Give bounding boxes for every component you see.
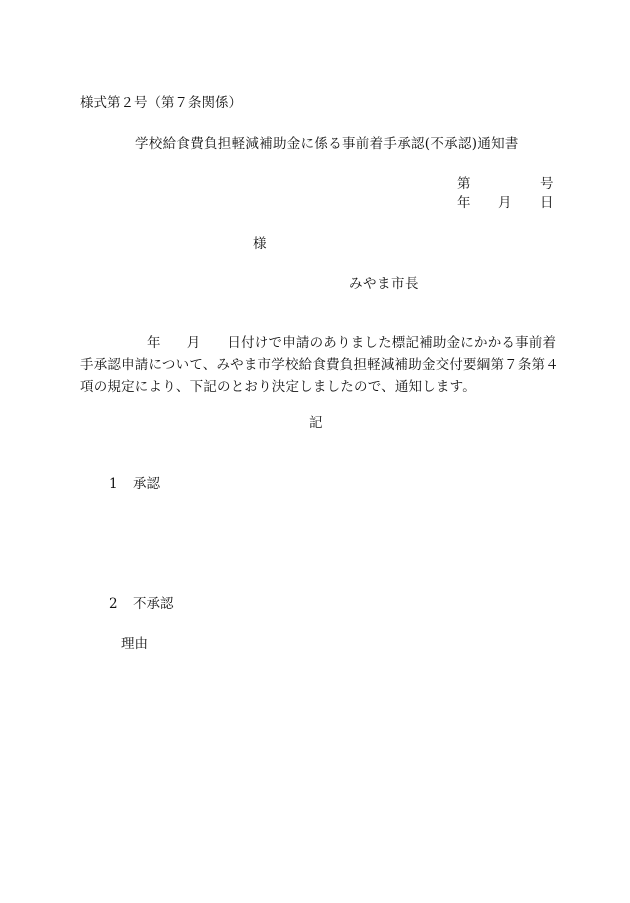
item-number: 1 (109, 476, 118, 492)
doc-number-prefix: 第 (457, 176, 471, 192)
date-year: 年 (457, 195, 471, 211)
notice-body (80, 332, 559, 398)
item-number: 2 (109, 596, 118, 612)
date-day: 日 (540, 195, 554, 211)
form-number: 様式第２号（第７条関係） (80, 95, 242, 111)
addressee-suffix: 様 (253, 236, 267, 252)
document-title: 学校給食費負担軽減補助金に係る事前着手承認(不承認)通知書 (135, 136, 519, 152)
body-year: 年 (147, 335, 161, 351)
item-label: 不承認 (133, 596, 174, 612)
reason-label: 理由 (121, 636, 148, 652)
body-month: 月 (186, 335, 201, 351)
item-label: 承認 (133, 476, 160, 492)
body-line-1-rest: 日付けで申請のありました標記補助金にかかる事前着 (227, 335, 557, 351)
body-line-1 (80, 332, 555, 354)
body-line-3: 項の規定により、下記のとおり決定しましたので、通知します。 (80, 379, 476, 395)
doc-number-suffix: 号 (540, 176, 554, 192)
issuer: みやま市長 (349, 276, 419, 292)
body-line-2: 手承認申請について、みやま市学校給食費負担軽減補助金交付要綱第７条第４ (80, 357, 559, 373)
ki-heading: 記 (309, 415, 323, 431)
date-month: 月 (498, 195, 512, 211)
